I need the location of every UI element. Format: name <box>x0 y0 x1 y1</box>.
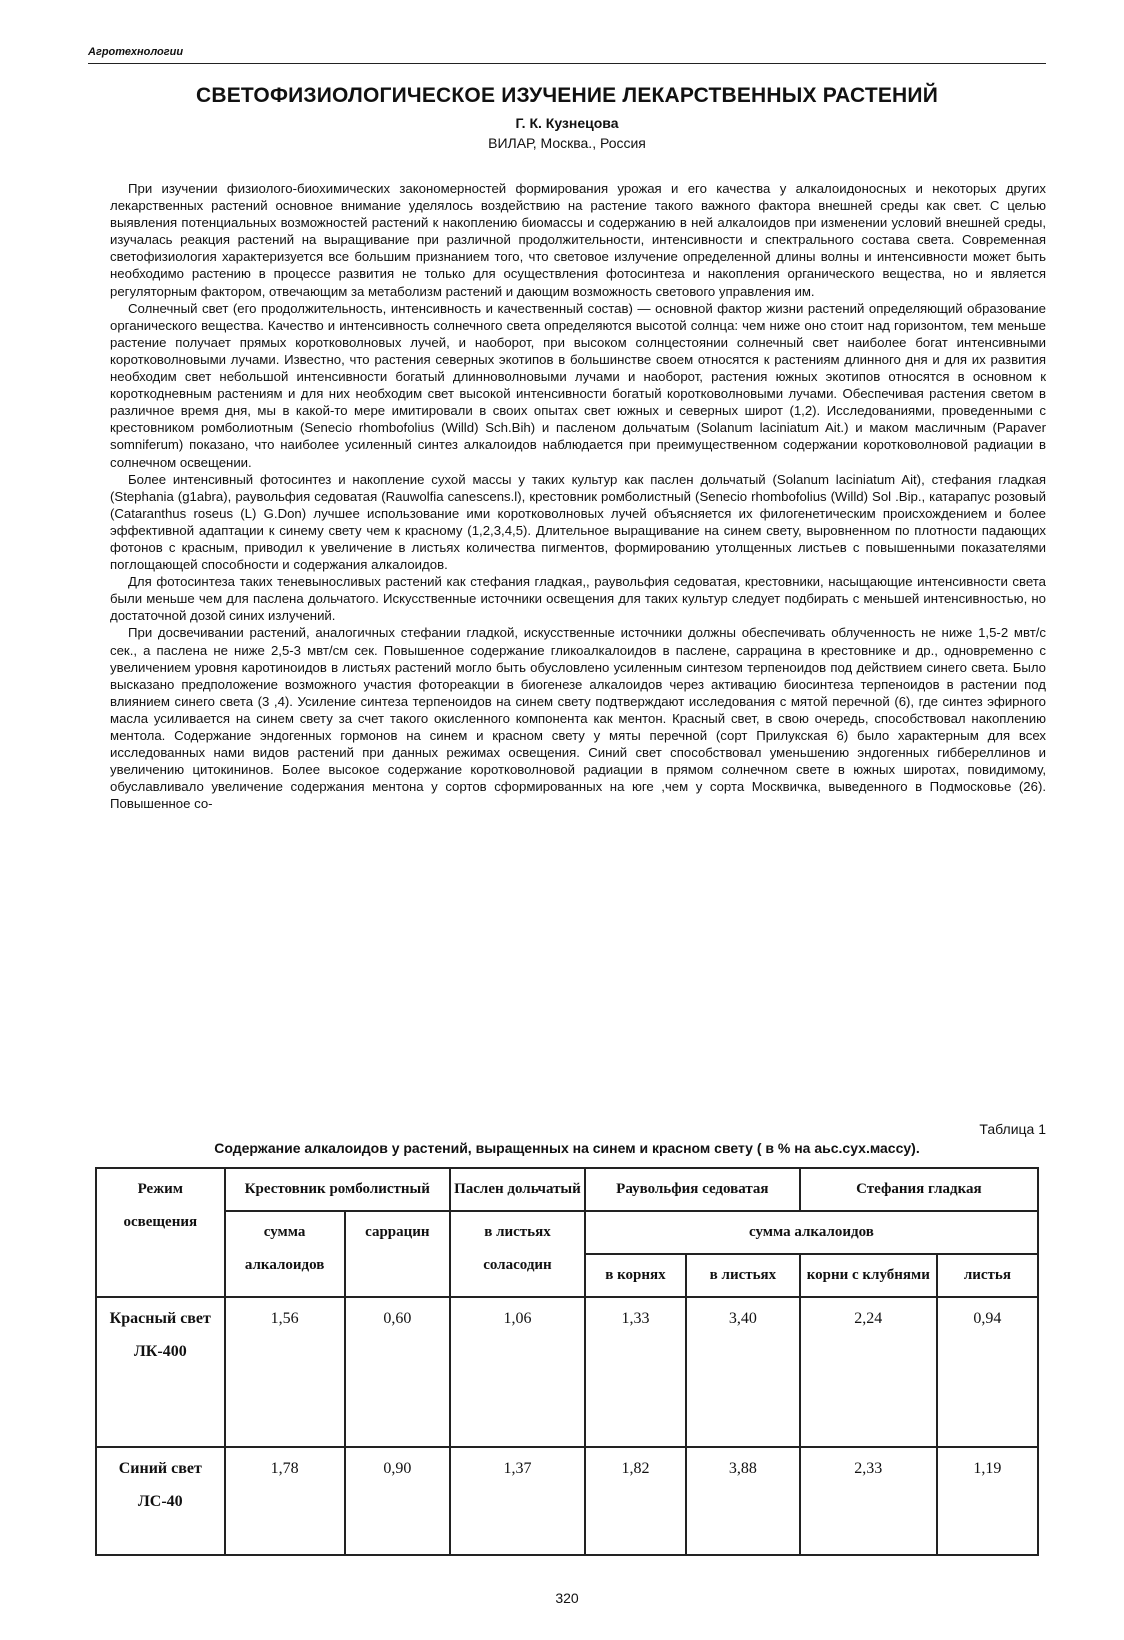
paragraph-3: Более интенсивный фотосинтез и накопление сухой массы у таких культур как паслен дольчатый (Solanum laciniatum Ait), стефания гладкая (Stephania (g1abra), раувольфия седоватая (Rauwolfia canescens.l), крестовник ромболистный (Senecio rhombofolius (Willd) Sol .Bip., катарапус розовый (Cataranthus roseus (L) G.Don) лучшее использование ими коротковолновых лучей объясняется их филогенетическим происхождением и более эффективной адаптации к синему свету чем к красному (1,2,3,4,5). Длительное выращивание на синем свету, выровненном по плотности падающих фотонов с красным, приводил к увеличение в листьях количества пигментов, формированию утолщенных листьев с повышенными показателями поглощающей способности и содержания алкалоидов. <box>110 471 1046 573</box>
table-row <box>96 1447 1038 1555</box>
table-cell: 0,60 <box>345 1297 450 1447</box>
table-cell: 0,90 <box>345 1447 450 1555</box>
header-v-listyah: в листьях <box>686 1254 800 1297</box>
header-krestovnik: Крестовник ромболистный <box>225 1168 450 1211</box>
row-label: Красный свет ЛК-400 <box>96 1297 225 1447</box>
header-rauvolfia: Раувольфия седоватая <box>585 1168 800 1211</box>
article-title: СВЕТОФИЗИОЛОГИЧЕСКОЕ ИЗУЧЕНИЕ ЛЕКАРСТВЕННЫХ РАСТЕНИЙ <box>195 84 939 107</box>
table-cell: 1,82 <box>585 1447 686 1555</box>
table-cell: 3,40 <box>686 1297 800 1447</box>
alkaloid-table <box>95 1167 1039 1556</box>
header-sarracin: саррацин <box>345 1211 450 1297</box>
header-solasodin: в листьях соласодин <box>450 1211 585 1297</box>
article-body <box>110 180 1046 812</box>
header-summa-alkaloidov: сумма алкалоидов <box>585 1211 1038 1254</box>
table-cell: 1,56 <box>225 1297 345 1447</box>
header-listya: листья <box>937 1254 1038 1297</box>
header-korni-klubni: корни с клубнями <box>800 1254 937 1297</box>
author-name: Г. К. Кузнецова <box>515 115 619 131</box>
header-regime: Режим освещения <box>96 1168 225 1297</box>
table-cell: 1,78 <box>225 1447 345 1555</box>
row-label: Синий свет ЛС-40 <box>96 1447 225 1555</box>
table-cell: 2,24 <box>800 1297 937 1447</box>
header-summa-alk: сумма алкалоидов <box>225 1211 345 1297</box>
page-number: 320 <box>555 1590 579 1606</box>
header-stefania: Стефания гладкая <box>800 1168 1038 1211</box>
table-cell: 1,33 <box>585 1297 686 1447</box>
header-paslen: Паслен дольчатый <box>450 1168 585 1211</box>
header-rule <box>88 63 1046 64</box>
table-caption: Содержание алкалоидов у растений, выращенных на синем и красном свету ( в % на аьс.сух.массу). <box>214 1140 920 1156</box>
table-cell: 1,06 <box>450 1297 585 1447</box>
table-cell: 1,37 <box>450 1447 585 1555</box>
header-v-kornyah: в корнях <box>585 1254 686 1297</box>
table-cell: 2,33 <box>800 1447 937 1555</box>
table-cell: 0,94 <box>937 1297 1038 1447</box>
table-number: Таблица 1 <box>979 1121 1046 1137</box>
paragraph-5: При досвечивании растений, аналогичных стефании гладкой, искусственные источники должны обеспечивать облученность не ниже 1,5-2 мвт/с сек., а паслена не ниже 2,5-3 мвт/см сек. Повышенное содержание гликоалкалоидов в паслене, саррацина в крестовнике и др., одновременно с увеличением уровня каротиноидов в листьях растений могло быть обусловлено усиленным синтезом терпеноидов под действием синего света. Было высказано предположение возможного участия фотореакции в биогенезе алкалоидов через активацию биосинтеза терпеноидов в растении под влиянием синего света (3 ,4). Усиление синтеза терпеноидов на синем свету подтверждают исследования с мятой перечной (6), где синтез эфирного масла усиливается на синем свету за счет такого окисленного компонента как ментон. Красный свет, в свою очередь, способствовал накоплению ментола. Содержание эндогенных гормонов на синем и красном свету у мяты перечной (сорт Прилукская 6) было характерным для всех исследованных нами видов растений при данных режимах освещения. Синий свет способствовал уменьшению эндогенных гиббереллинов и увеличению цитокининов. Более высокое содержание коротковолновой радиации в прямом солнечном свете в южных широтах, повидимому, обуславливало увеличение содержания ментона у сортов сформированных на юге ,чем у сорта Москвичка, выведенного в Подмосковье (26). Повышенное со- <box>110 625 1046 812</box>
table-row <box>96 1297 1038 1447</box>
paragraph-1: При изучении физиолого-биохимических закономерностей формирования урожая и его качества у алкалоидоносных и некоторых других лекарственных растений основное внимание уделялось воздействию на растение такого важного фактора внешней среды как свет. С целью выявления потенциальных возможностей растений к накоплению биомассы и содержанию в ней алкалоидов при изменении условий внешней среды, изучалась реакция растений на выращивание при различной продолжительности, интенсивности и спектрального состава света. Современная светофизиология характеризуется все большим признанием того, что световое излучение определенной длины волны и интенсивности может быть необходимо растению в процессе развития не только для осуществления фотосинтеза и накопления органического вещества, но и является регуляторным фактором, отвечающим за метаболизм растений и дающим возможность светового управления им. <box>110 181 1046 299</box>
table-cell: 3,88 <box>686 1447 800 1555</box>
paragraph-2: Солнечный свет (его продолжительность, интенсивность и качественный состав) — основной фактор жизни растений определяющий образование органического вещества. Качество и интенсивность солнечного света определяются высотой солнца: чем ниже оно стоит над горизонтом, тем меньше растение получает прямых коротковолновых лучей, и наоборот, при высоком солнцестоянии солнечный свет наиболее богат интенсивными коротковолновыми лучами. Известно, что растения северных экотипов в большинстве своем относятся к растениям длинного дня и для их развития необходим свет небольшой интенсивности богатый длинноволновыми лучами и наоборот, растения южных экотипов относятся в основном к короткодневным растениям и для них необходим свет высокой интенсивности богатый коротковолновыми лучами. Обеспечивая растения светом в различное время дня, мы в какой-то мере имитировали в своих опытах свет южных и северных широт (1,2). Исследованиями, проведенными с крестовником ромболиотным (Senecio rhombofolius (Willd) Sch.Bih) и пасленом дольчатым (Solanum laciniatum Ait.) и маком масличным (Papaver somniferum) показано, что наиболее усиленный синтез алкалоидов наблюдается при преимущественном содержании коротковолновой радиации в солнечном освещении. <box>110 300 1046 470</box>
author-affiliation: ВИЛАР, Москва., Россия <box>488 135 646 151</box>
paragraph-4: Для фотосинтеза таких теневыносливых растений как стефания гладкая,, раувольфия седоватая, крестовники, насыщающие интенсивности света были меньше чем для паслена дольчатого. Искусственные источники освещения для таких культур следует подбирать с меньшей интенсивностью, но достаточной дозой синих излучений. <box>110 574 1046 624</box>
running-head: Агротехнологии <box>88 46 184 58</box>
table-cell: 1,19 <box>937 1447 1038 1555</box>
